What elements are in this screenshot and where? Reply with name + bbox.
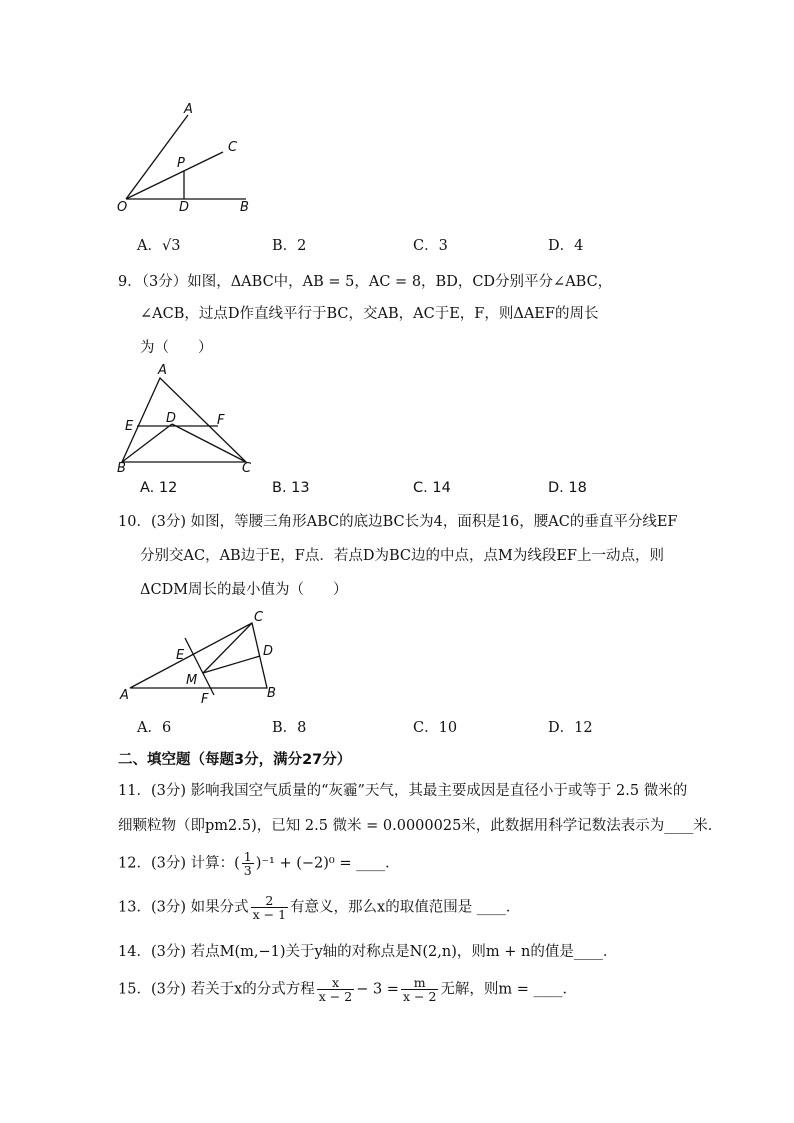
label-c: C xyxy=(254,610,264,625)
q15-frac1-num: x xyxy=(317,976,354,990)
q12-frac-num: 1 xyxy=(243,849,252,864)
q8-option-d: D．4 xyxy=(548,238,584,254)
q10-option-c: C．10 xyxy=(413,720,458,736)
q10-stem-line3: ΔCDM周长的最小值为（ ） xyxy=(140,582,348,598)
label-b: B xyxy=(117,461,126,475)
q9-stem-line3: 为（ ） xyxy=(140,340,213,356)
triangle-abc xyxy=(130,623,267,688)
q9-stem-line2: ∠ACB，过点D作直线平行于BC，交AB，AC于E，F，则ΔAEF的周长 xyxy=(140,306,599,322)
label-e: E xyxy=(125,419,134,434)
section-title-fill-in: 二、填空题（每题3分，满分27分） xyxy=(118,752,352,768)
q9-stem-line1: 9．（3分）如图，ΔABC中，AB = 5，AC = 8，BD，CD分别平分∠ABC， xyxy=(118,274,613,290)
q9-option-a: A. 12 xyxy=(140,480,178,496)
q9-option-b: B. 13 xyxy=(272,480,310,496)
q8-option-a: A．√3 xyxy=(137,238,181,254)
ray-oc xyxy=(126,152,223,199)
label-f: F xyxy=(217,413,225,428)
q15-stem xyxy=(118,976,577,1003)
label-p: P xyxy=(177,156,185,171)
label-d: D xyxy=(179,200,190,215)
q15-fraction-1 xyxy=(317,976,354,1003)
q9-figure xyxy=(110,360,270,475)
q10-option-a: A．6 xyxy=(137,720,172,736)
label-a: A xyxy=(158,363,167,378)
q14-stem: 14．(3分) 若点M(m,−1)关于y轴的对称点是N(2,n)，则m + n的值是____． xyxy=(118,944,618,960)
q15-frac2-den: x − 2 xyxy=(402,989,437,1005)
q10-stem-line2: 分别交AC，AB边于E，F点．若点D为BC边的中点，点M为线段EF上一动点，则 xyxy=(140,548,664,564)
q8-option-b: B．2 xyxy=(272,238,307,254)
q12-expression: )⁻¹ + (−2)⁰ = ____． xyxy=(255,855,400,872)
q10-figure xyxy=(110,605,285,710)
q13-suffix: 有意义，那么x的取值范围是 ____． xyxy=(290,899,521,916)
triangle-abc xyxy=(122,378,246,462)
label-b: B xyxy=(267,686,276,701)
label-c: C xyxy=(242,461,252,475)
q15-mid: − 3 = xyxy=(356,981,399,998)
q15-frac2-num: m xyxy=(401,976,438,990)
q15-suffix: 无解，则m = ____． xyxy=(440,981,578,998)
q15-fraction-2 xyxy=(401,976,438,1003)
q13-stem xyxy=(118,894,520,921)
segment-cd xyxy=(172,424,246,462)
q11-stem-line2: 细颗粒物（即pm2.5)，已知 2.5 微米 = 0.0000025米，此数据用科学记数法表示为____米． xyxy=(118,818,723,834)
q9-option-d: D. 18 xyxy=(548,480,587,496)
label-c: C xyxy=(228,140,238,155)
q10-option-d: D．12 xyxy=(548,720,593,736)
q10-option-b: B．8 xyxy=(272,720,307,736)
label-d: D xyxy=(263,644,274,659)
q13-prefix: 13．(3分) 如果分式 xyxy=(118,899,249,916)
label-o: O xyxy=(117,200,128,215)
q13-fraction xyxy=(251,894,288,921)
label-d: D xyxy=(166,411,177,426)
q15-prefix: 15．(3分) 若关于x的分式方程 xyxy=(118,981,315,998)
label-m: M xyxy=(186,673,198,688)
label-e: E xyxy=(176,648,185,663)
q15-frac1-den: x − 2 xyxy=(318,989,353,1005)
q13-frac-num: 2 xyxy=(251,894,288,908)
q12-fraction xyxy=(242,850,254,877)
label-a: A xyxy=(184,102,193,117)
label-f: F xyxy=(201,692,209,707)
q12-stem: 12．(3分) 计算：( $\frac{1}{3}$ )⁻¹ + (−2)⁰ = ____． xyxy=(118,849,400,879)
q13-frac-den: x − 1 xyxy=(252,907,287,923)
q11-stem-line1: 11．(3分) 影响我国空气质量的“灰霾”天气，其最主要成因是直径小于或等于 2.5 微米的 xyxy=(118,783,688,799)
q12-frac-den: 3 xyxy=(243,863,252,879)
q8-figure xyxy=(110,95,270,220)
q10-stem-line1: 10．(3分) 如图，等腰三角形ABC的底边BC长为4，面积是16，腰AC的垂直平分线EF xyxy=(118,514,678,530)
label-b: B xyxy=(240,200,249,215)
q12-prefix: 12．(3分) 计算： xyxy=(118,855,235,872)
label-a: A xyxy=(120,688,129,703)
q9-option-c: C. 14 xyxy=(413,480,451,496)
q8-option-c: C．3 xyxy=(413,238,448,254)
